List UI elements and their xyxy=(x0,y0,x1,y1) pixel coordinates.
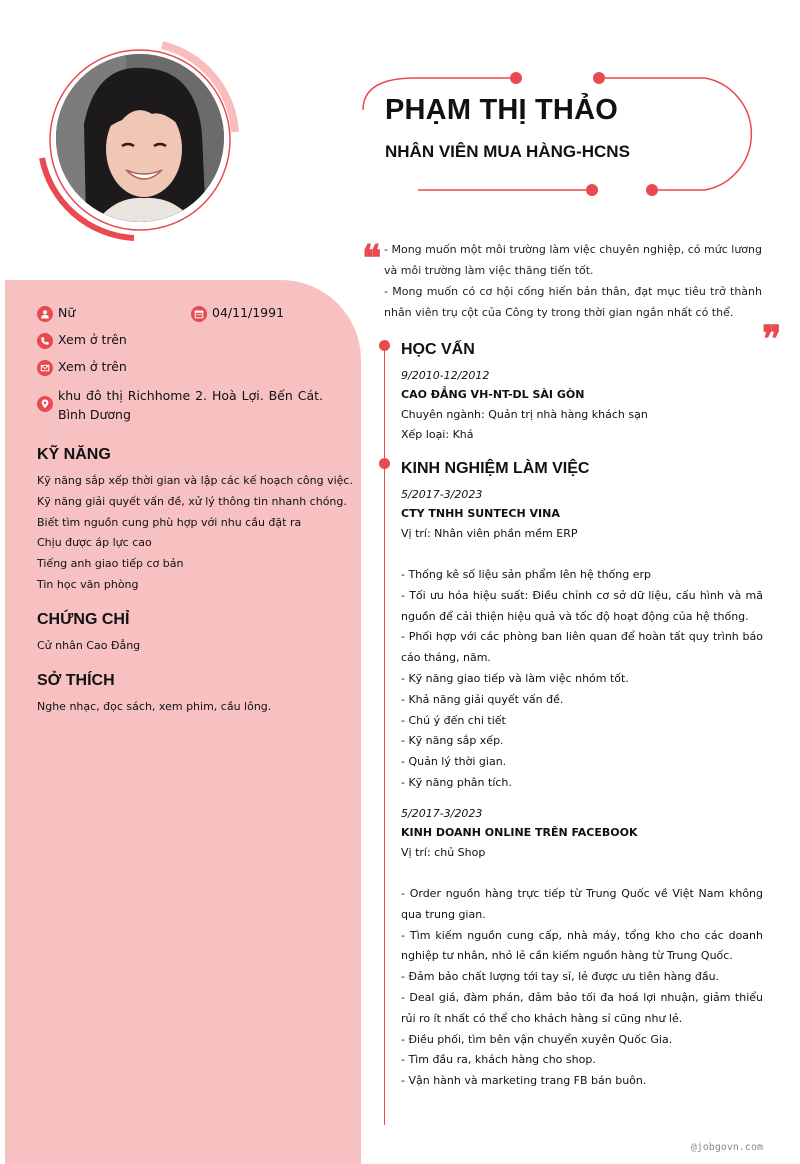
experience-heading: KINH NGHIỆM LÀM VIỆC xyxy=(401,460,590,477)
email-value[interactable]: Xem ở trên xyxy=(58,359,127,374)
timeline-dot xyxy=(379,458,390,469)
skill-item: Biết tìm nguồn cung phù hợp với nhu cầu đặt ra xyxy=(37,515,302,529)
education-heading: HỌC VẤN xyxy=(401,341,475,358)
skill-item: Kỹ năng sắp xếp thời gian và lập các kế hoạch công việc. xyxy=(37,474,353,487)
duty-item: - Tìm kiếm nguồn cung cấp, nhà máy, tổng kho cho các doanh nghiệp tư nhân, nhỏ lẻ cần kiếm nguồn hàng từ Trung Quốc. xyxy=(401,928,763,963)
watermark: @jobgovn.com xyxy=(690,1142,763,1153)
mail-icon xyxy=(37,360,53,376)
gender-row xyxy=(37,305,75,322)
skill-item: Tin học văn phòng xyxy=(37,577,139,591)
education-date: 9/2010-12/2012 xyxy=(401,369,490,382)
phone-value[interactable]: Xem ở trên xyxy=(58,332,127,347)
duty-item: - Kỹ năng phân tích. xyxy=(401,775,512,789)
quote-close-icon: ❞ xyxy=(762,318,782,360)
certificates-heading: CHỨNG CHỈ xyxy=(37,611,130,628)
duty-item: - Điều phối, tìm bên vận chuyển xuyên Quốc Gia. xyxy=(401,1032,673,1046)
skill-item: Tiếng anh giao tiếp cơ bản xyxy=(37,557,184,571)
skills-heading: KỸ NĂNG xyxy=(37,446,111,463)
skills-list xyxy=(37,471,353,596)
duty-item: - Phối hợp với các phòng ban liên quan để hoàn tất quy trình báo cáo tháng, năm. xyxy=(401,630,763,665)
duty-item: - Deal giá, đàm phán, đảm bảo tối đa hoá lợi nhuận, giảm thiểu rủi ro ít nhất có thể cho khách hàng sỉ cũng như lẻ. xyxy=(401,990,763,1025)
address-row xyxy=(37,386,323,424)
job-duties xyxy=(401,565,763,794)
location-icon xyxy=(37,396,53,412)
job-position: Vị trí: chủ Shop xyxy=(401,846,486,859)
education-school: CAO ĐẲNG VH-NT-DL SÀI GÒN xyxy=(401,388,585,401)
gender-value: Nữ xyxy=(58,305,76,320)
job-title: NHÂN VIÊN MUA HÀNG-HCNS xyxy=(385,142,630,161)
duty-item: - Chú ý đến chi tiết xyxy=(401,713,506,727)
experience-entry xyxy=(401,804,763,1092)
quote-open-icon: ❞ xyxy=(362,221,382,263)
calendar-icon xyxy=(191,306,207,322)
certificate-item: Cử nhân Cao Đẳng xyxy=(37,639,141,652)
phone-icon xyxy=(37,333,53,349)
header-decoration xyxy=(355,70,775,200)
job-date: 5/2017-3/2023 xyxy=(401,807,483,820)
duty-item: - Quản lý thời gian. xyxy=(401,755,507,769)
candidate-name: PHẠM THỊ THẢO xyxy=(385,94,618,126)
duty-item: - Vận hành và marketing trang FB bán buôn. xyxy=(401,1074,647,1088)
duty-item: - Kỹ năng giao tiếp và làm việc nhóm tốt. xyxy=(401,671,629,685)
skill-item: Kỹ năng giải quyết vấn đề, xử lý thông tin nhanh chóng. xyxy=(37,494,347,508)
skill-item: Chịu được áp lực cao xyxy=(37,536,152,550)
experience-entry xyxy=(401,485,763,794)
duty-item: - Tìm đầu ra, khách hàng cho shop. xyxy=(401,1053,596,1067)
address-value: khu đô thị Richhome 2. Hoà Lợi. Bến Cát. Bình Dương xyxy=(58,388,323,422)
education-entry xyxy=(401,366,763,445)
job-duties xyxy=(401,884,763,1092)
objective-line: - Mong muốn một môi trường làm việc chuyên nghiệp, có mức lương và môi trường làm việc thăng tiến tốt. xyxy=(384,243,762,277)
duty-item: - Tối ưu hóa hiệu suất: Điều chỉnh cơ sở dữ liệu, cấu hình và mã nguồn để cải thiện hiệu quả và tốc độ hoạt động của hệ thống. xyxy=(401,588,763,623)
education-grade: Xếp loại: Khá xyxy=(401,428,474,441)
career-objective xyxy=(384,239,762,323)
duty-item: - Thống kê số liệu sản phẩm lên hệ thống erp xyxy=(401,568,651,581)
email-row xyxy=(37,359,127,376)
duty-item: - Order nguồn hàng trực tiếp từ Trung Quốc về Việt Nam không qua trung gian. xyxy=(401,887,763,921)
timeline-dot xyxy=(379,340,390,351)
birthday-row xyxy=(191,305,284,322)
job-date: 5/2017-3/2023 xyxy=(401,488,483,501)
birthday-value: 04/11/1991 xyxy=(212,305,285,320)
education-major: Chuyên ngành: Quản trị nhà hàng khách sạn xyxy=(401,408,648,421)
job-company: CTY TNHH SUNTECH VINA xyxy=(401,507,560,520)
profile-photo xyxy=(56,54,224,222)
duty-item: - Khả năng giải quyết vấn đề. xyxy=(401,692,564,706)
person-icon xyxy=(37,306,53,322)
job-position: Vị trí: Nhân viên phần mềm ERP xyxy=(401,527,578,540)
hobbies-heading: SỞ THÍCH xyxy=(37,672,115,689)
job-company: KINH DOANH ONLINE TRÊN FACEBOOK xyxy=(401,826,638,839)
duty-item: - Kỹ năng sắp xếp. xyxy=(401,734,504,748)
hobbies-text: Nghe nhạc, đọc sách, xem phim, cầu lông. xyxy=(37,700,272,713)
phone-row xyxy=(37,332,127,349)
objective-line: - Mong muốn có cơ hội cống hiến bản thân, đạt mục tiêu trở thành nhân viên trụ cột của Công ty trong thời gian ngắn nhất có thể. xyxy=(384,285,762,319)
duty-item: - Đảm bảo chất lượng tới tay sỉ, lẻ được ưu tiên hàng đầu. xyxy=(401,970,720,984)
